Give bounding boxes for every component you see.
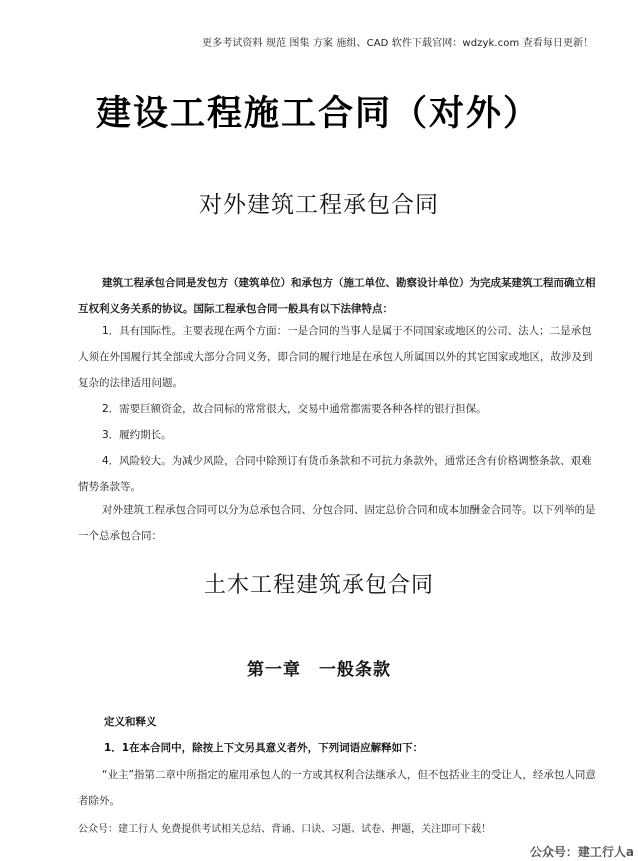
intro-paragraph: 建筑工程承包合同是发包方（建筑单位）和承包方（施工单位、勘察设计单位）为完成某建筑工程而确立相互权利义务关系的协议。国际工程承包合同一般具有以下法律特点：	[78, 277, 596, 315]
feature-paragraph-3: 3．履约期长。	[102, 429, 172, 441]
header-note: 更多考试资料 规范 图集 方案 施组、CAD 软件下载官网：wdzyk.com 查看每日更新！	[202, 38, 594, 49]
document-title: 建设工程施工合同（对外）	[96, 93, 541, 134]
classification-paragraph: 对外建筑工程承包合同可以分为总承包合同、分包合同、固定总价合同和成本加酬金合同等。以下列举的是一个总承包合同：	[78, 504, 596, 542]
watermark-text: 公众号：建工行人a	[529, 845, 634, 859]
footer-note: 公众号：建工行人 免费提供考试相关总结、背诵、口诀、习题、试卷、押题，关注即可下载！	[78, 824, 492, 835]
owner-definition-paragraph: “业主”指第二章中所指定的雇用承包人的一方或其权利合法继承人，但不包括业主的受让人，经承包人同意者除外。	[78, 769, 596, 807]
clause-1-1: 1．1在本合同中，除按上下文另具意义者外，下列词语应解释如下：	[104, 742, 424, 754]
feature-paragraph-4: 4．风险较大。为减少风险，合同中除预订有货币条款和不可抗力条款外，通常还含有价格调整条款、艰难情势条款等。	[78, 455, 592, 493]
chapter-title: 第一章 一般条款	[247, 660, 391, 680]
document-subtitle: 对外建筑工程承包合同	[199, 192, 439, 218]
feature-paragraph-1: 1．具有国际性。主要表现在两个方面：一是合同的当事人是属于不同国家或地区的公司、法人；二是承包人须在外国履行其全部或大部分合同义务，即合同的履行地是在承包人所属国以外的其它国家或地区，故涉及到复杂的法律适用问题。	[78, 325, 593, 389]
definitions-heading: 定义和释义	[104, 716, 157, 728]
section-title: 土木工程建筑承包合同	[203, 573, 434, 598]
feature-paragraph-2: 2．需要巨额资金，故合同标的常常很大，交易中通常都需要各种各样的银行担保。	[102, 403, 487, 415]
